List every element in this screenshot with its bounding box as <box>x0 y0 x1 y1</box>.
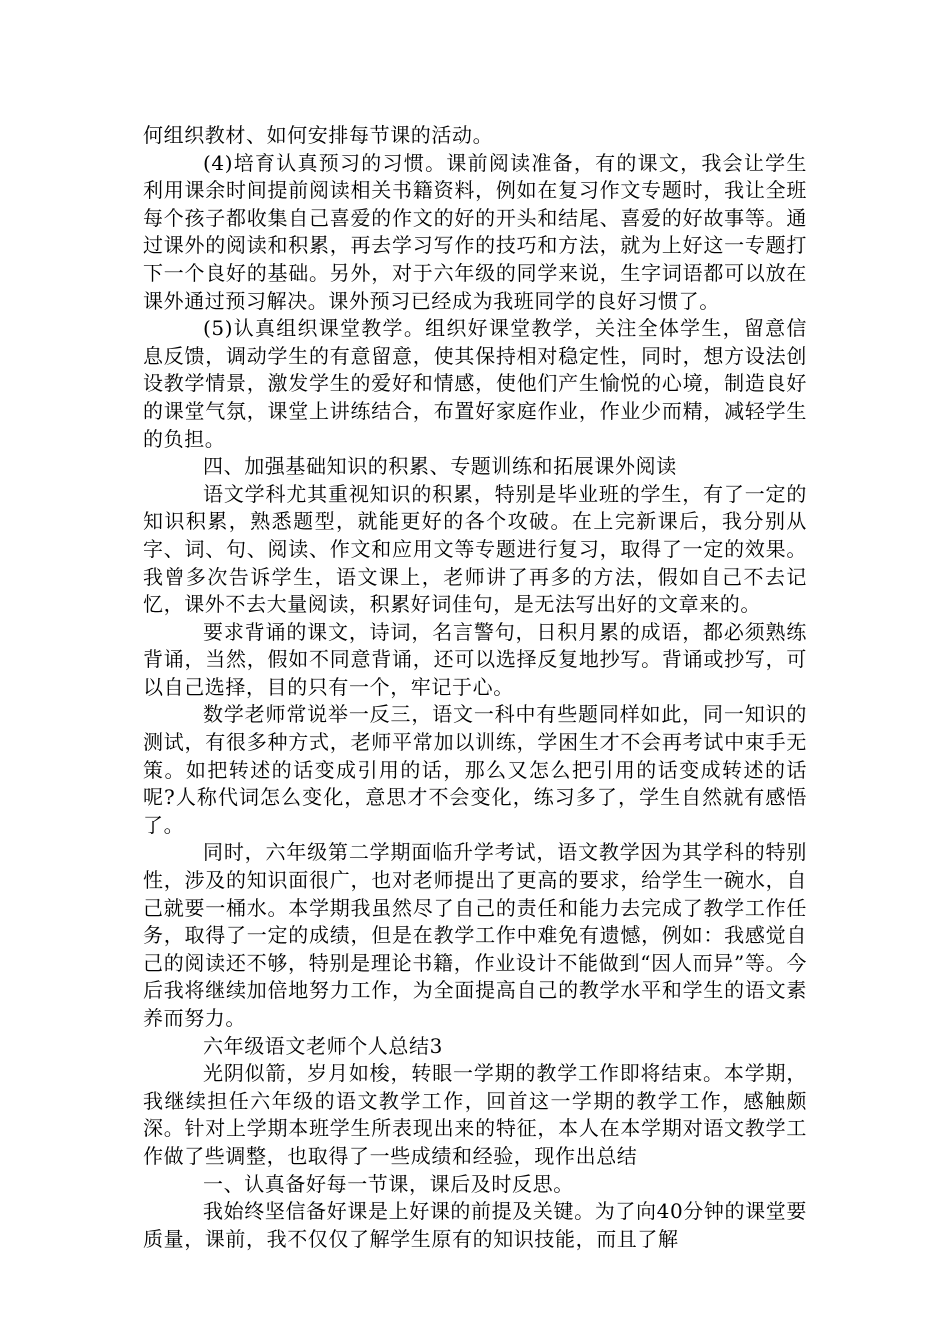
document-body <box>143 122 807 1253</box>
paragraph: 何组织教材、如何安排每节课的活动。 <box>143 123 494 147</box>
paragraph: (5)认真组织课堂教学。组织好课堂教学，关注全体学生，留意信息反馈，调动学生的有意留意，使其保持相对稳定性，同时，想方设法创设教学情景，激发学生的爱好和情感，使他们产生愉悦的心境，制造良好的课堂气氛，课堂上讲练结合，布置好家庭作业，作业少而精，减轻学生的负担。 <box>143 316 807 451</box>
section-heading: 一、认真备好每一节课，课后及时反思。 <box>203 1171 574 1196</box>
section-heading: 四、加强基础知识的积累、专题训练和拓展课外阅读 <box>203 454 677 479</box>
paragraph: 要求背诵的课文，诗词，名言警句，日积月累的成语，都必须熟练背诵，当然，假如不同意背诵，还可以选择反复地抄写。背诵或抄写，可以自己选择，目的只有一个，牢记于心。 <box>143 619 807 699</box>
paragraph: 语文学科尤其重视知识的积累，特别是毕业班的学生，有了一定的知识积累，熟悉题型，就能更好的各个攻破。在上完新课后，我分别从字、词、句、阅读、作文和应用文等专题进行复习，取得了一定的效果。我曾多次告诉学生，语文课上，老师讲了再多的方法，假如自己不去记忆，课外不去大量阅读，积累好词佳句，是无法写出好的文章来的。 <box>143 481 807 617</box>
paragraph: (4)培育认真预习的习惯。课前阅读准备，有的课文，我会让学生利用课余时间提前阅读相关书籍资料，例如在复习作文专题时，我让全班每个孩子都收集自己喜爱的作文的好的开头和结尾、喜爱的好故事等。通过课外的阅读和积累，再去学习写作的技巧和方法，就为上好这一专题打下一个良好的基础。另外，对于六年级的同学来说，生字词语都可以放在课外通过预习解决。课外预习已经成为我班同学的良好习惯了。 <box>143 150 807 313</box>
article-title: 六年级语文老师个人总结3 <box>203 1033 443 1058</box>
paragraph: 我始终坚信备好课是上好课的前提及关键。为了向40分钟的课堂要质量，课前，我不仅仅了解学生原有的知识技能，而且了解 <box>143 1199 807 1251</box>
paragraph: 光阴似箭，岁月如梭，转眼一学期的教学工作即将结束。本学期，我继续担任六年级的语文教学工作，回首这一学期的教学工作，感触颇深。针对上学期本班学生所表现出来的特征，本人在本学期对语文教学工作做了些调整，也取得了一些成绩和经验，现作出总结 <box>143 1061 807 1168</box>
paragraph: 同时，六年级第二学期面临升学考试，语文教学因为其学科的特别性，涉及的知识面很广，也对老师提出了更高的要求，给学生一碗水，自己就要一桶水。本学期我虽然尽了自己的责任和能力去完成了教学工作任务，取得了一定的成绩，但是在教学工作中难免有遗憾，例如：我感觉自己的阅读还不够，特别是理论书籍，作业设计不能做到“因人而异”等。今后我将继续加倍地努力工作，为全面提高自己的教学水平和学生的语文素养而努力。 <box>143 840 807 1030</box>
paragraph: 数学老师常说举一反三，语文一科中有些题同样如此，同一知识的测试，有很多种方式，老师平常加以训练，学困生才不会再考试中束手无策。如把转述的话变成引用的话，那么又怎么把引用的话变成转述的话呢?人称代词怎么变化，意思才不会变化，练习多了，学生自然就有感悟了。 <box>143 702 808 837</box>
